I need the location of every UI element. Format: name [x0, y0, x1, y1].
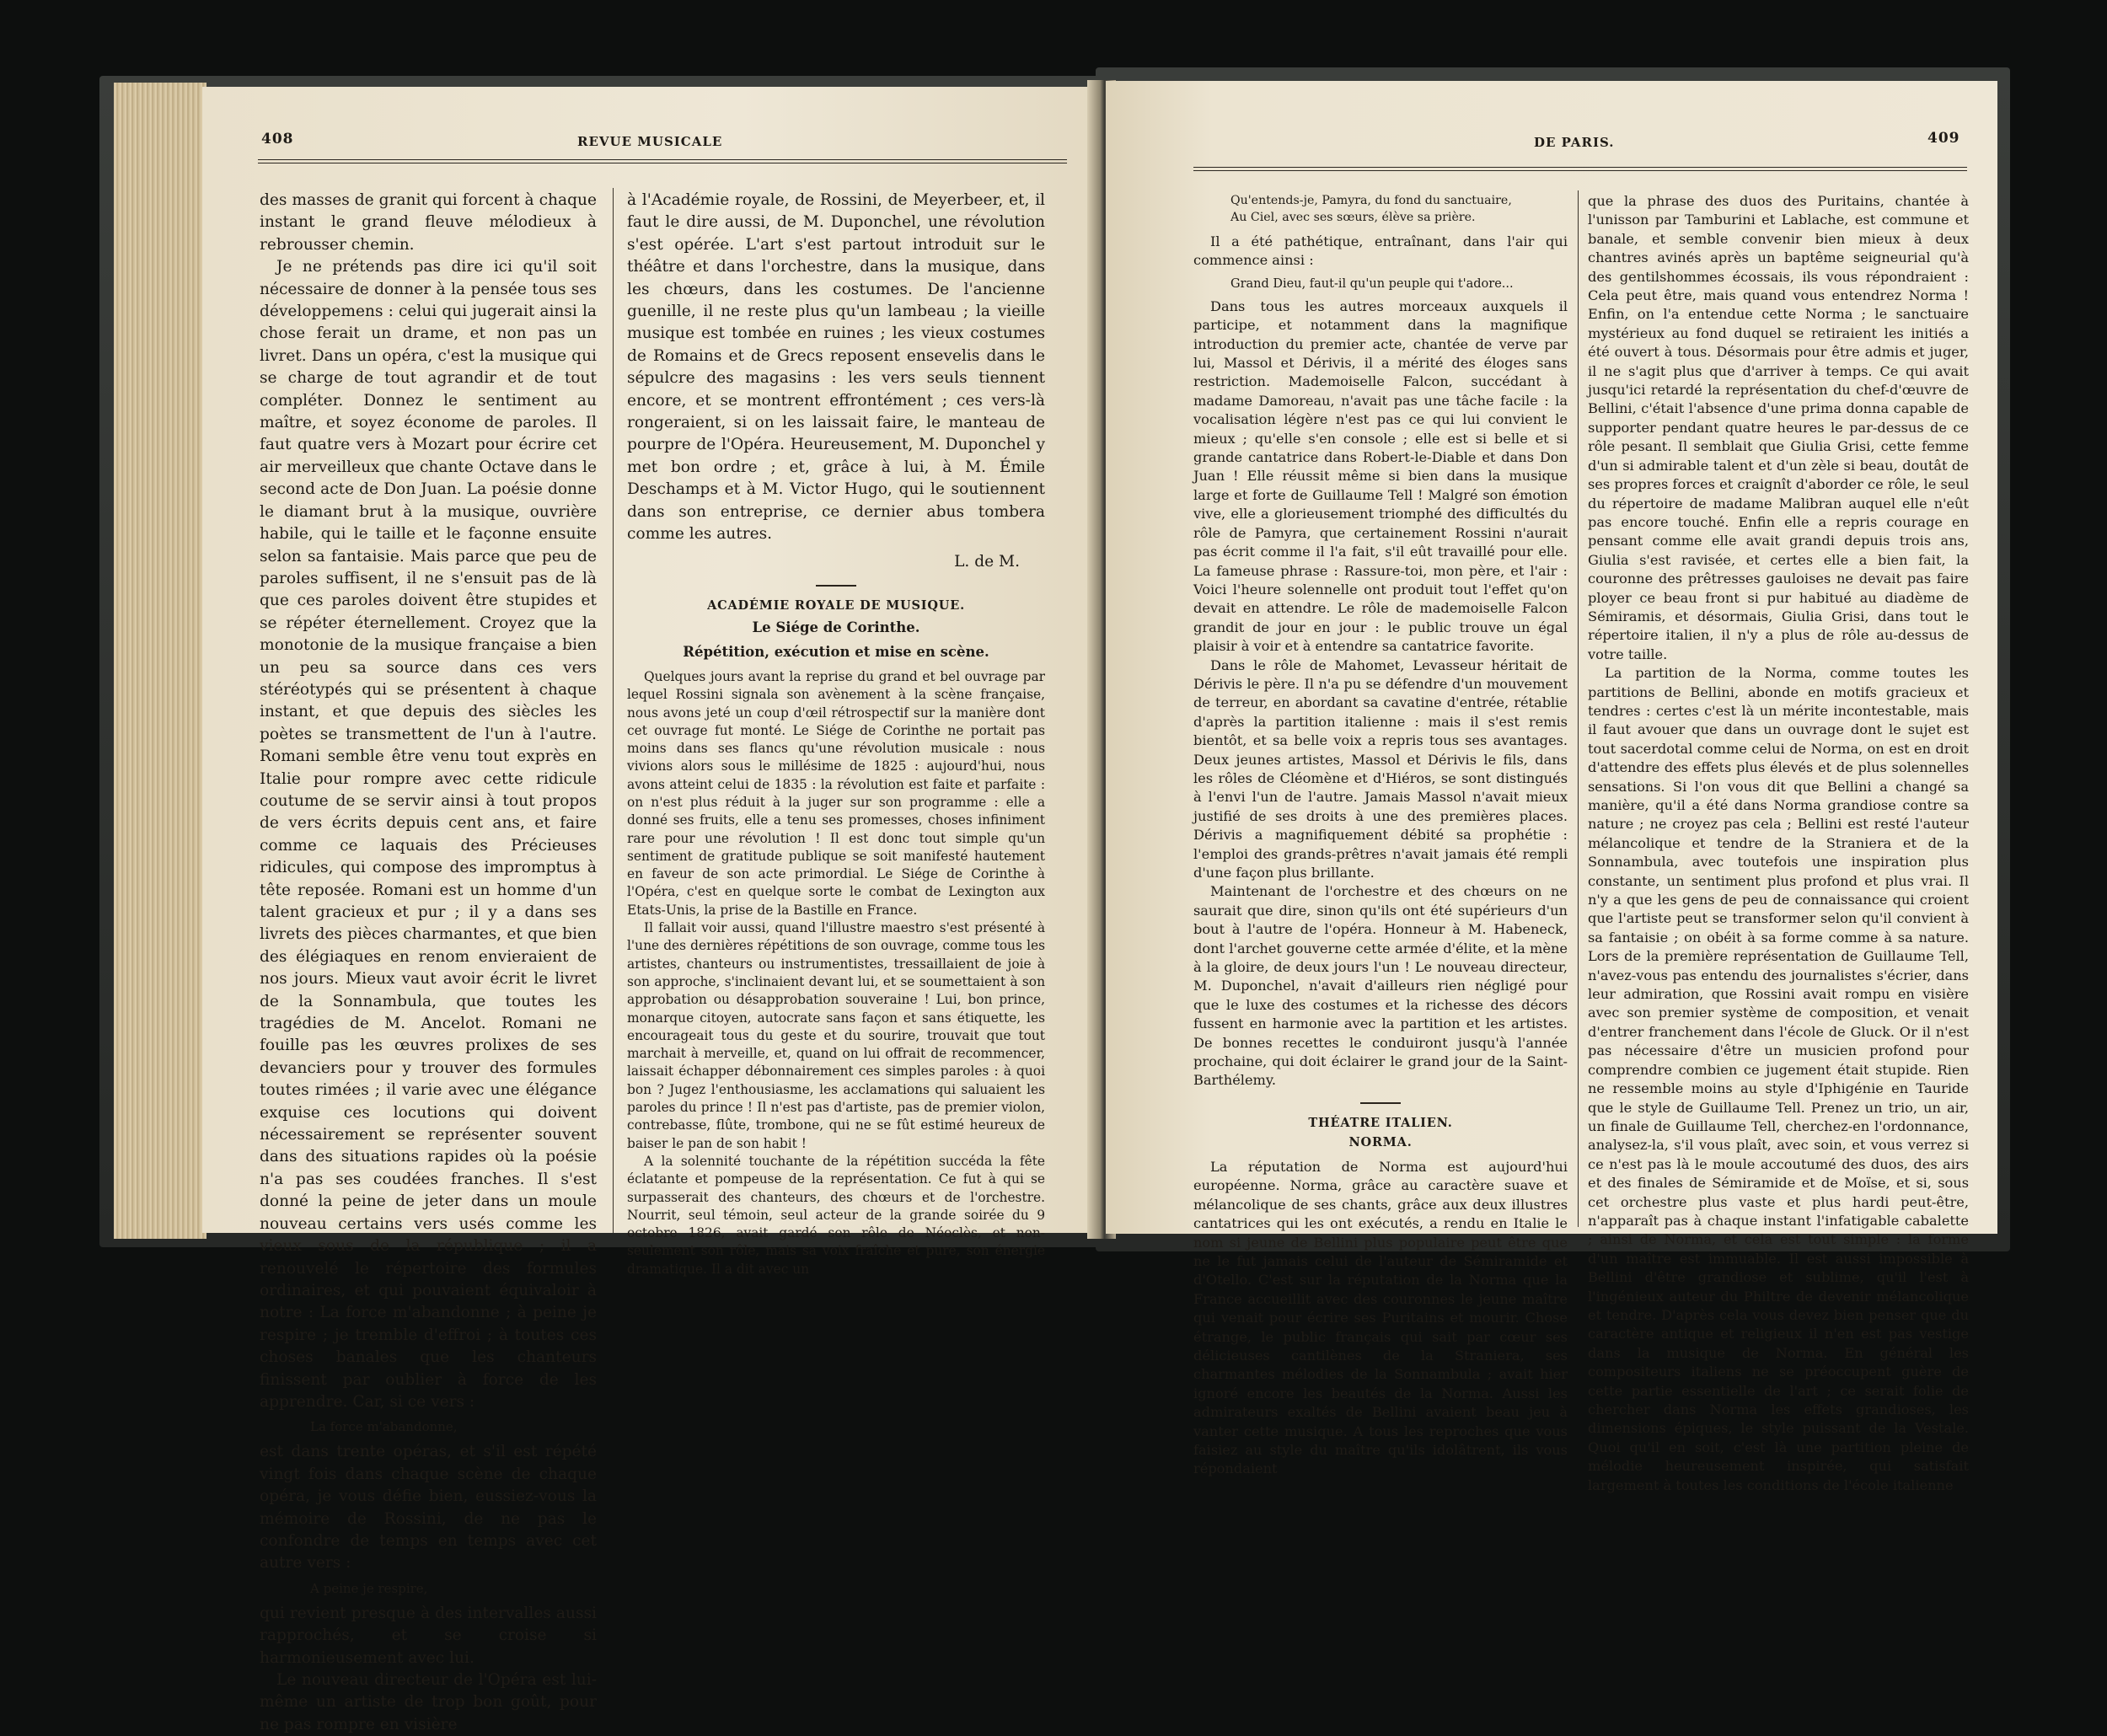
paragraph: Dans le rôle de Mahomet, Levasseur héritait de Dérivis le père. Il n'a pu se défendre d'un mouvement de terreur, en abordant sa cavatine d'entrée, rétablie d'après la partition italienne : mais il s'est remis bientôt, et sa belle voix a repris tous ses avantages. Deux jeunes artistes, Massol et Dérivis le fils, dans les rôles de Cléomène et d'Hiéros, se sont distingués à l'envi l'un de l'autre. Jamais Massol n'avait mieux justifié de ses droits à une des premières places. Dérivis a magnifiquement débité sa prophétie : l'emploi des grands-prêtres n'avait jamais été rempli d'une façon plus brillante. [1193, 656, 1568, 881]
verse-quote: La force m'abandonne, [310, 1419, 458, 1435]
paragraph: A la solennité touchante de la répétition succéda la fête éclatante et pompeuse de la représentation. Ce fut à qui se surpasserait des chanteurs, des chœurs et de l'orchestre. Nourrit, seul témoin, seul acteur de la grande soirée du 9 octobre 1826, avait gardé son rôle de Néoclès, et non-seulement son rôle, mais sa voix fraîche et pure, son énergie dramatique. Il a dit avec un [627, 1153, 1045, 1277]
section-title: THÉATRE ITALIEN. [1308, 1115, 1453, 1130]
section-title: ACADÉMIE ROYALE DE MUSIQUE. [707, 597, 965, 613]
paragraph: des masses de granit qui forcent à chaque instant le grand fleuve mélodieux à rebrousser chemin. [260, 191, 597, 254]
left-page-column-2 [627, 190, 1045, 1277]
paragraph: Dans tous les autres morceaux auxquels il participe, et notamment dans la magnifique introduction du premier acte, chantée de verve par lui, Massol et Dérivis, il a mérité des éloges sans restriction. Mademoiselle Falcon, succédant à madame Damoreau, n'avait pas une tâche facile : la vocalisation légère n'est pas ce qui lui convient le mieux ; qu'elle s'en console ; elle est si belle et si grande cantatrice dans Robert-le-Diable et dans Don Juan ! Elle réussit même si bien dans la musique large et forte de Guillaume Tell ! Malgré son émotion vive, elle a glorieusement triomphé des difficultés du rôle de Pamyra, que certainement Rossini n'aurait pas écrit comme il l'a fait, s'il eût travaillé pour elle. La fameuse phrase : Rassure-toi, mon père, et l'air : Voici l'heure solennelle ont produit tout l'effet qu'on devait en attendre. Le rôle de mademoiselle Falcon grandit de jour en jour : le public trouve un égal plaisir à voir et à entendre sa cantatrice favorite. [1193, 297, 1568, 655]
right-page-column-2 [1588, 192, 1969, 1493]
paragraph: à l'Académie royale, de Rossini, de Meyerbeer, et, il faut le dire aussi, de M. Duponchel, une révolution s'est opérée. L'art s'est partout introduit sur le théâtre et dans l'orchestre, dans la musique, dans les chœurs, dans les costumes. De l'ancienne guenille, il ne reste plus qu'un lambeau ; la vieille musique est tombée en ruines ; les vieux costumes de Romains et de Grecs reposent ensevelis dans le sépulcre des magasins : les vers seuls tiennent encore, et se montrent effrontément ; ces vers-là rongeraient, si on les laissait faire, le manteau de pourpre de l'Opéra. Heureusement, M. Duponchel y met bon ordre ; et, grâce à lui, à M. Émile Deschamps et à M. Victor Hugo, qui le soutiennent dans son entreprise, ce dernier abus tombera comme les autres. [627, 191, 1045, 544]
verse-quote: Grand Dieu, faut-il qu'un peuple qui t'adore... [1230, 276, 1514, 291]
signature: L. de M. [954, 552, 1020, 571]
column-rule [613, 188, 614, 1233]
running-head: DE PARIS. [1534, 135, 1615, 150]
page-number: 408 [261, 131, 294, 147]
paragraph: La réputation de Norma est aujourd'hui européenne. Norma, grâce au caractère suave et mélancolique de ses chants, grâce aux deux illustres cantatrices qui les ont exécutés, a rendu en Italie le nom si jeune de Bellini plus populaire peut être que ne le fut jamais celui de l'auteur de Sémiramide et d'Otello. C'est sur la réputation de la Norma que la France accueillit avec des couronnes le jeune maître qui venait pour écrire ses Puritains et mourir. Chose étrange, le public français qui sait par cœur ses délicieuses cantilènes de la Straniera, ses charmantes mélodies de la Sonnambula ; avait hier ignoré encore les beautés de la Norma. Aussi les admirateurs exaltés de Bellini avaient beau jeu à vanter cette musique. A tous les reproches que vous faisiez au style du maître qu'ils idolâtrent, ils vous répondaient [1193, 1158, 1568, 1477]
left-page [202, 87, 1098, 1733]
verse-quote: Au Ciel, avec ses sœurs, élève sa prière. [1230, 211, 1476, 224]
paragraph: Le nouveau directeur de l'Opéra est lui-même un artiste de trop bon goût, pour ne pas rompre en visière [260, 1671, 597, 1733]
paragraph: Je ne prétends pas dire ici qu'il soit nécessaire de donner à la pensée tous ses développemens : celui qui jugerait ainsi la chose ferait un drame, et non pas un livret. Dans un opéra, c'est la musique qui se charge de tout agrandir et de tout compléter. Donnez le sentiment au maître, et soyez économe de paroles. Il faut quatre vers à Mozart pour écrire cet air merveilleux que chante Octave dans le second acte de Don Juan. La poésie donne le diamant brut à la musique, ouvrière habile, qui le taille et le façonne ensuite selon sa fantaisie. Mais parce que peu de paroles suffisent, il ne s'ensuit pas de là que ces paroles doivent être stupides et se répéter éternellement. Croyez que la monotonie de la musique française a bien un peu sa source dans ces vers stéréotypés qui se présentent à chaque instant, et que depuis des siècles les poètes se transmettent de l'un à l'autre. Romani semble être venu tout exprès en Italie pour rompre avec cette ridicule coutume de se servir ainsi à tout propos de vers écrits depuis cent ans, et faire comme ce laquais des Précieuses ridicules, qui compose des impromptus à tête reposée. Romani est un homme d'un talent gracieux et pur ; il y a dans ses livrets des pièces charmantes, et que bien des élégiaques en renom envieraient de nos jours. Mieux vaut avoir écrit le livret de la Sonnambula, que toutes les tragédies de M. Ancelot. Romani ne fouille pas les œuvres prolixes de ses devanciers pour y trouver des formules toutes rimées ; il varie avec une élégance exquise ces locutions qui doivent nécessairement se représenter souvent dans des situations rapides où la poésie n'a pas ses coudées franches. Il s'est donné la peine de jeter dans un moule nouveau certains vers usés comme les vieux sous de la république ; il a renouvelé le répertoire des formules ordinaires, et qui pouvaient équivaloir à notre : La force m'abandonne ; à peine je respire ; je tremble d'effroi ; à toutes ces choses banales que les chanteurs finissent par oublier à force de les apprendre. Car, si ce vers : [260, 258, 597, 1411]
page-edges [114, 83, 206, 1239]
section-subtitle: Répétition, exécution et mise en scène. [683, 643, 989, 660]
right-page-column-1 [1193, 192, 1568, 1477]
verse-quote: Qu'entends-je, Pamyra, du fond du sanctuaire, [1230, 194, 1512, 207]
header-rule [1193, 167, 1967, 171]
section-separator [816, 585, 856, 587]
paragraph: que la phrase des duos des Puritains, chantée à l'unisson par Tamburini et Lablache, est commune et banale, et semble convenir bien mieux à deux chantres avinés après un baptême seigneurial qu'à des gentilshommes écossais, ils vous répondraient : Cela peut être, mais quand vous entendrez Norma ! Enfin, on l'a entendue cette Norma ; le sanctuaire mystérieux au fond duquel se retiraient les initiés a été ouvert à tous. Désormais pour être admis et juger, il ne s'agit plus que d'arriver à temps. Ce qui avait jusqu'ici retardé la représentation du chef-d'œuvre de Bellini, c'était l'absence d'une prima donna capable de supporter pendant quatre heures le par-dessus de ce rôle pesant. Il semblait que Giulia Grisi, cette femme d'un si admirable talent et d'un zèle si beau, doutât de ses propres forces et craignît d'aborder ce rôle, le seul du répertoire de madame Malibran auquel elle n'eût pas encore touché. Enfin elle a repris courage en pensant comme elle avait grandi depuis trois ans, Giulia s'est ravisée, et certes elle a bien fait, la couronne des prêtresses gauloises ne devait pas faire ployer ce beau front si pur habitué au diadème de Sémiramis, et désormais, Giulia Grisi, dans tout le répertoire italien, il n'y a plus de rôle au-dessus de votre taille. [1588, 193, 1969, 662]
right-page [1106, 81, 1997, 1493]
running-head: REVUE MUSICALE [577, 134, 723, 149]
paragraph: Quelques jours avant la reprise du grand et bel ouvrage par lequel Rossini signala son avènement à la scène française, nous avons jeté un coup d'œil rétrospectif sur la manière dont cet ouvrage fut monté. Le Siége de Corinthe ne portait pas moins dans ses flancs qu'une révolution musicale : nous vivions alors sous le millésime de 1825 : aujourd'hui, nous avons atteint celui de 1835 : la révolution est faite et parfaite : on n'est plus réduit à la juger sur son programme : elle a donné ses fruits, elle a tenu ses promesses, choses infiniment rare pour une révolution ! Il est donc tout simple qu'un sentiment de gratitude publique se soit manifesté hautement en faveur de son acte primordial. Le Siége de Corinthe à l'Opéra, c'est en quelque sorte le combat de Lexington aux Etats-Unis, la prise de la Bastille en France. [627, 668, 1045, 918]
column-rule [1578, 190, 1579, 1227]
paragraph: Maintenant de l'orchestre et des chœurs on ne saurait que dire, sinon qu'ils ont été supérieurs d'un bout à l'autre de l'opéra. Honneur à M. Habeneck, dont l'archet gouverne cette armée d'élite, et la mène à la gloire, de deux jours l'un ! Le nouveau directeur, M. Duponchel, n'avait d'ailleurs rien négligé pour que le luxe des costumes et la richesse des décors fussent en harmonie avec la partition et les artistes. De bonnes recettes le conduiront jusqu'à l'année prochaine, qui doit éclairer le grand jour de la Saint-Barthélemy. [1193, 883, 1568, 1089]
page-number: 409 [1927, 130, 1960, 147]
left-page-column-1 [260, 190, 597, 1733]
section-separator [1360, 1102, 1401, 1104]
header-rule [258, 159, 1067, 163]
paragraph: Il a été pathétique, entraînant, dans l'air qui commence ainsi : [1193, 233, 1568, 269]
paragraph: Il fallait voir aussi, quand l'illustre maestro s'est présenté à l'une des dernières répétitions de son ouvrage, comme tous les artistes, chanteurs ou instrumentistes, tressaillaient de joie à son approche, s'inclinaient devant lui, et se soumettaient à son approbation ou désapprobation souveraine ! Lui, bon prince, monarque citoyen, autocrate sans façon et sans étiquette, les encourageait tous du geste et du sourire, trouvait que tout marchait à merveille, et, quand on lui offrait de recommencer, laissait échapper débonnairement ces simples paroles : à quoi bon ? Jugez l'enthousiasme, les acclamations qui saluaient les paroles du prince ! Il n'est pas d'artiste, pas de premier violon, contrebasse, flûte, trombone, qui ne se fût estimé heureux de baiser le pan de son habit ! [627, 920, 1045, 1151]
paragraph: est dans trente opéras, et s'il est répété vingt fois dans chaque scène de chaque opéra, je vous défie bien, eussiez-vous la mémoire de Rossini, de ne pas le confondre de temps en temps avec cet autre vers : [260, 1443, 597, 1573]
paragraph: La partition de la Norma, comme toutes les partitions de Bellini, abonde en motifs gracieux et tendres : certes c'est là un mérite incontestable, mais il faut avouer que dans un ouvrage dont le sujet est tout sacerdotal comme celui de Norma, on est en droit d'attendre des effets plus élevés et de plus solennelles sensations. Si l'on vous dit que Bellini a changé sa manière, qu'il a été dans Norma grandiose contre sa nature ; ne croyez pas cela ; Bellini est resté l'auteur mélancolique et tendre de la Straniera et de la Sonnambula, avec toutefois une inspiration plus constante, un sentiment plus profond et plus vrai. Il n'y a que les gens de peu de connaissance qui croient que l'artiste peut se transformer selon qu'il convient à sa fantaisie ; on obéit à sa forme comme à sa nature. Lors de la première représentation de Guillaume Tell, n'avez-vous pas entendu des journalistes s'écrier, dans leur admiration, que Rossini avait rompu en visière avec son premier système de composition, et venait d'entrer franchement dans l'école de Gluck. Or il n'est pas nécessaire d'être un musicien profond pour comprendre combien ce jugement était stupide. Rien ne ressemble moins au style d'Iphigénie en Tauride que le style de Guillaume Tell. Prenez un trio, un air, un finale de Guillaume Tell, cherchez-en l'ordonnance, analysez-la, s'il vous plaît, avec soin, et vous verrez si ce n'est pas là le moule accoutumé des duos, des airs et des finales de Sémiramide et de Moïse, et si, sous cet orchestre plus vaste et plus hardi peut-être, n'apparaît pas à chaque instant l'infatigable cabalette ; ainsi de Norma, et cela est tout simple : la forme d'un maître est immuable. Il est aussi impossible à Bellini d'être grandiose et sublime, qu'il l'est à l'ingénieux auteur du Philtre de devenir mélancolique et tendre. D'après cela vous devez bien penser que du caractère antique et religieux il n'en est pas vestige dans la musique de Norma. En général les compositeurs italiens ne se préoccupent guère de cette partie essentielle de l'art ; ce serait folie de chercher dans Norma les effets grandioses, les dimensions épiques, le style puissant de la Vestale. Quoi qu'il en soit, c'est là une partition pleine de mélodie heureusement inspirée, qui satisfait largement à toutes les conditions de l'école italienne [1588, 665, 1969, 1493]
section-subtitle: NORMA. [1348, 1134, 1413, 1149]
section-subtitle: Le Siége de Corinthe. [752, 619, 920, 635]
verse-quote: A peine je respire, [310, 1580, 428, 1596]
paragraph: qui revient presque à des intervalles aussi rapprochés, et se croise si harmonieusement avec lui. [260, 1604, 597, 1667]
